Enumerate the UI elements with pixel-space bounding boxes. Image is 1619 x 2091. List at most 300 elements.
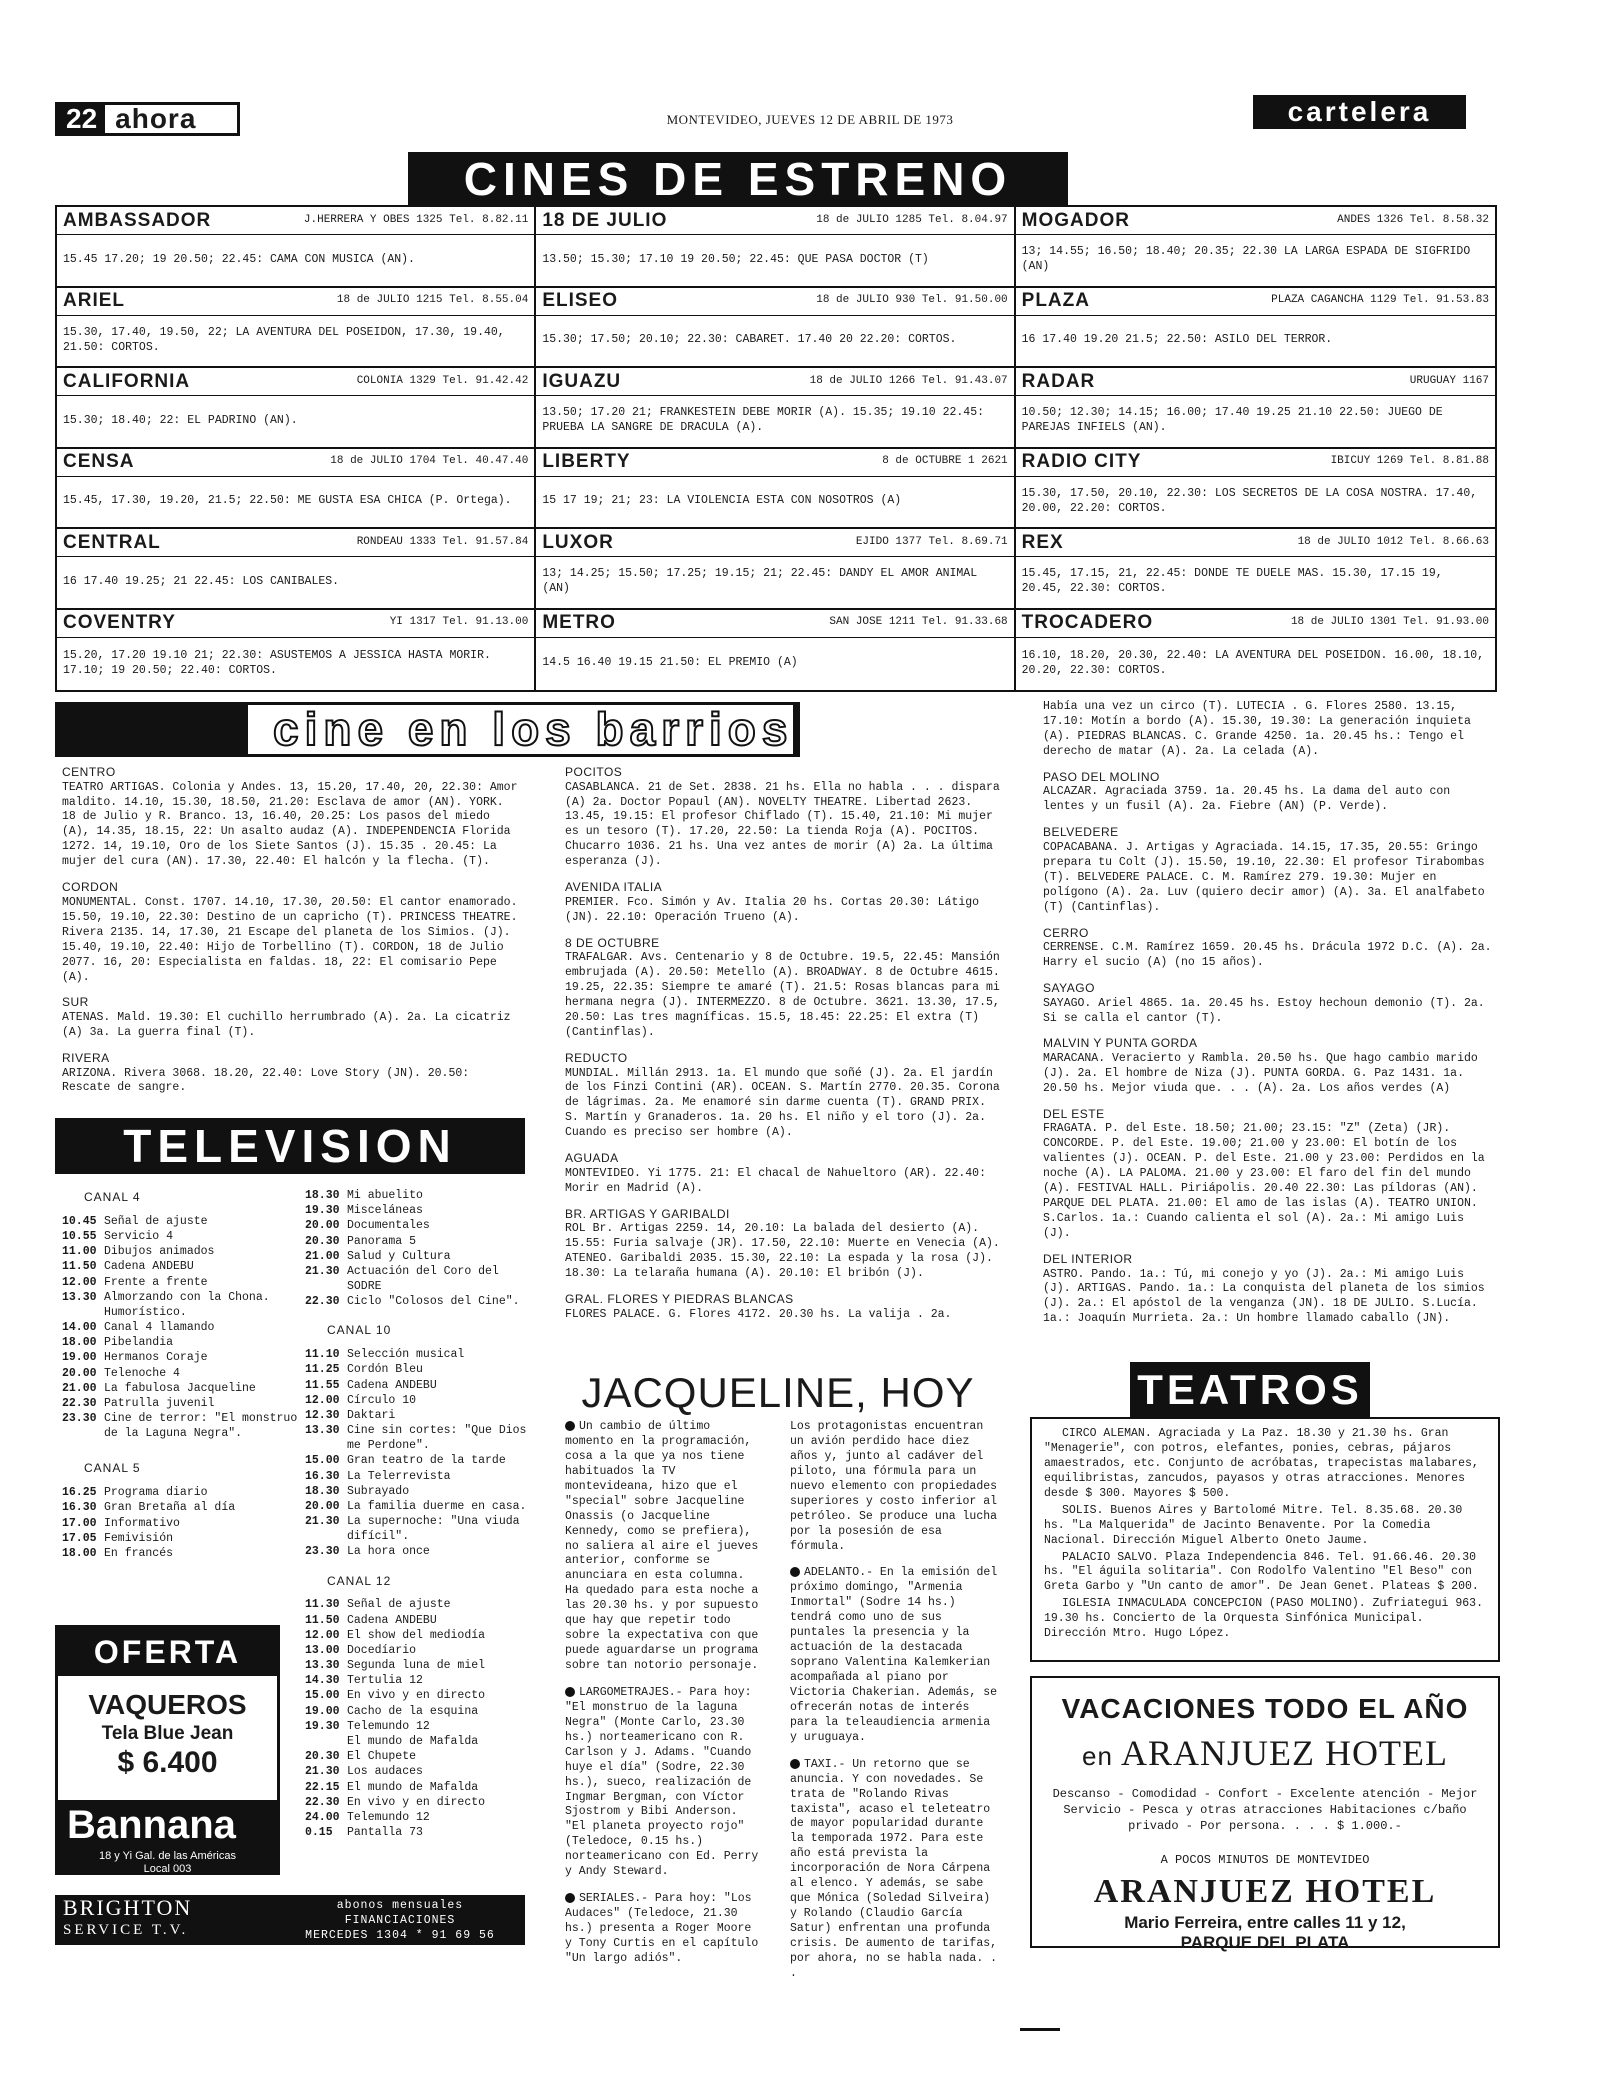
tv-time: 13.30 (62, 1290, 97, 1304)
tv-title: El mundo de Mafalda (347, 1734, 479, 1748)
tv-title: Daktari (347, 1408, 396, 1422)
tv-time: 11.10 (305, 1348, 340, 1362)
cinema-header (57, 610, 534, 638)
cinema-name: AMBASSADOR (63, 209, 212, 231)
tv-program (62, 1335, 302, 1350)
tv-program (62, 1275, 302, 1290)
barrios-column-3 (1043, 700, 1498, 1327)
barrio-heading: AVENIDA ITALIA (565, 880, 663, 895)
tv-time: 16.25 (62, 1486, 97, 1500)
cinema-listing (1016, 610, 1495, 691)
cinema-header (57, 529, 534, 557)
tv-time: 20.00 (305, 1219, 340, 1233)
tv-time: 11.50 (305, 1613, 340, 1627)
tv-program (62, 1290, 302, 1320)
cinema-address: ANDES 1326 Tel. 8.58.32 (1337, 213, 1489, 226)
cinema-name: COVENTRY (63, 612, 176, 634)
tv-title: Círculo 10 (347, 1393, 417, 1407)
oferta-title: OFERTA (58, 1628, 277, 1676)
tv-time: 16.30 (305, 1469, 340, 1483)
barrio-section (62, 880, 520, 985)
oferta-product: VAQUEROS (88, 1689, 247, 1720)
barrio-listing: PREMIER. Fco. Simón y Av. Italia 20 hs. Cortas 20.30: Látigo (JN). 22.10: Operación Trueno (A). (565, 895, 980, 924)
barrio-heading: 8 DE OCTUBRE (565, 935, 660, 950)
hotel-name: ARANJUEZ HOTEL (1120, 1733, 1448, 1774)
barrios-column-2 (565, 765, 1002, 1323)
tv-program (305, 1795, 527, 1810)
tv-program (62, 1516, 302, 1531)
cinema-schedule: 15.30, 17.50, 20.10, 22.30: LOS SECRETOS DE LA COSA NOSTRA. 17.40, 20.00, 22.20: CORTOS. (1021, 486, 1478, 515)
tv-program (62, 1229, 302, 1244)
barrio-section (565, 936, 1002, 1041)
heading-block (793, 705, 797, 754)
cinema-listing (536, 610, 1015, 691)
tv-program (305, 1347, 527, 1362)
cinema-address: 18 de JULIO 1012 Tel. 8.66.63 (1297, 535, 1489, 548)
cinema-header (536, 449, 1013, 477)
cinema-listing (1016, 288, 1495, 369)
tv-time: 24.00 (305, 1810, 340, 1824)
brighton-ad (55, 1895, 525, 1945)
cinema-schedule: 16.10, 18.20, 20.30, 22.40: LA AVENTURA DEL POSEIDON. 16.00, 18.10, 20.20, 22.30: CORTOS. (1021, 648, 1485, 677)
cinema-header (1016, 207, 1495, 235)
cinema-grid (55, 205, 1497, 692)
hotel-amenities: Descanso - Comodidad - Confort - Excelente atención - Mejor Servicio - Pesca y otras atracciones Habitaciones c/baño privado - Por persona. . . . $ 1.000.- (1052, 1787, 1478, 1834)
television-heading: TELEVISION (55, 1118, 525, 1174)
cinema-address: SAN JOSE 1211 Tel. 91.33.68 (829, 616, 1008, 629)
cinema-schedule: 15.30; 17.50; 20.10; 22.30: CABARET. 17.40 20 22.20: CORTOS. (542, 333, 957, 347)
tv-title: El Chupete (347, 1750, 417, 1764)
bullet-icon (565, 1687, 575, 1697)
tv-title: Gran Bretaña al día (104, 1501, 236, 1515)
barrio-listing: TEATRO ARTIGAS. Colonia y Andes. 13, 15.20, 17.40, 20, 22.30: Amor maldito. 14.10, 15.30, 18.50, 21.20: Esclava de amor (AN). YORK. 18 de Julio y R. Branco. 13, 16.40, 20.25: Los pasos del miedo (A), 14.35, 18.15, 22: Un asalto audaz (A). INDEPENDENCIA Florida 1272. 14, 19.10, Oro de los Siete Santos (J). 15.35 . 20.45: La mujer del cura (AN). 17.30, 22.40: El halcón y la flecha. (T). (62, 780, 518, 869)
bullet-icon (565, 1421, 575, 1431)
tv-program (305, 1597, 527, 1612)
tv-program (305, 1613, 527, 1628)
barrio-section (565, 1207, 1002, 1282)
canal4-list (62, 1214, 302, 1442)
barrio-heading: REDUCTO (565, 1050, 628, 1065)
cinema-listing (536, 449, 1015, 530)
tv-title: Segunda luna de miel (347, 1659, 486, 1673)
tv-program (305, 1378, 527, 1393)
tv-program (305, 1544, 527, 1559)
tv-time: 19.30 (305, 1719, 340, 1733)
cinema-header (536, 288, 1013, 316)
tv-title: Subrayado (347, 1484, 410, 1498)
footer-rule (1020, 2028, 1060, 2031)
tv-title: El show del mediodía (347, 1628, 486, 1642)
hotel-place: PARQUE DEL PLATA (1180, 1933, 1350, 1953)
cinema-name: RADIO CITY (1021, 451, 1142, 473)
cinema-header (57, 288, 534, 316)
barrio-listing: Había una vez un circo (T). LUTECIA . G. Flores 2580. 13.15, 17.10: Motín a bordo (A). 15.30, 19.30: La generación inquieta (A). PIEDRAS BLANCAS. C. Grande 4250. 1a. 20.45 hs.: Tengo el derecho de matar (A). 2a. La celada (A). (1043, 700, 1471, 758)
channel-label: CANAL 12 (327, 1573, 392, 1588)
cinema-header (1016, 368, 1495, 396)
cinema-header (57, 368, 534, 396)
tv-program (62, 1366, 302, 1381)
tv-title: Misceláneas (347, 1204, 423, 1218)
publication-name: ahora (115, 102, 197, 134)
barrio-heading: POCITOS (565, 765, 623, 779)
cinema-name: MOGADOR (1021, 209, 1130, 231)
tv-program (305, 1628, 527, 1643)
tv-program (62, 1259, 302, 1274)
cinema-name: IGUAZU (542, 370, 622, 392)
barrio-listing: SAYAGO. Ariel 4865. 1a. 20.45 hs. Estoy hechoun demonio (T). 2a. Si se calla el cantor (T). (1043, 996, 1485, 1025)
barrio-section (1043, 1036, 1498, 1096)
cinema-address: 18 de JULIO 1704 Tel. 40.47.40 (330, 455, 529, 468)
tv-column-2 (305, 1188, 527, 1840)
hotel-name-line (1032, 1732, 1498, 1776)
tv-title: Programa diario (104, 1486, 208, 1500)
barrios-column-1 (62, 765, 520, 1096)
jacqueline-taxi: TAXI.- Un retorno que se anuncia. Y con novedades. Se trata de "Rolando Rivas taxista", acaso el teleteatro de mayor popularidad durante la temporada 1972. Para este año está prevista la incorporación de Nora Cárpena al elenco. Y además, se sabe que Mónica (Soledad Silveira) y Rolando (Claudio García Satur) enfrentan una profunda crisis. De aumento de tarifas, por ahora, no se habla nada. . . (790, 1757, 998, 1980)
tv-title: La Telerrevista (347, 1469, 451, 1483)
tv-time: 20.30 (305, 1750, 340, 1764)
barrio-section (1043, 926, 1498, 971)
teatros-heading: TEATROS (1130, 1362, 1370, 1417)
tv-title: Señal de ajuste (104, 1214, 208, 1228)
cinema-listing (536, 288, 1015, 369)
barrio-section (62, 1051, 520, 1096)
cinema-listing (57, 368, 536, 449)
page-number: 22 (58, 105, 105, 133)
tv-time: 15.00 (305, 1454, 340, 1468)
cinema-header (1016, 610, 1495, 638)
tv-time: 18.00 (62, 1546, 97, 1560)
oferta-material: Tela Blue Jean (101, 1723, 234, 1745)
cinema-name: LIBERTY (542, 451, 631, 473)
barrio-heading: DEL INTERIOR (1043, 1251, 1133, 1266)
cinema-header (1016, 529, 1495, 557)
tv-title: La supernoche: "Una viuda difícil". (347, 1515, 520, 1544)
tv-program (305, 1453, 527, 1468)
bannana-brand: Bannana (67, 1803, 236, 1847)
barrio-heading: CENTRO (62, 765, 116, 779)
barrio-listing: COPACABANA. J. Artigas y Agraciada. 14.15, 17.35, 20.55: Gringo prepara tu Colt (J). 15.50, 19.10, 22.30: El profesor Tirabombas (T). BELVEDERE PALACE. C. M. Ramírez 279. 19.30: Mujer en polígono (A). 2a. Luv (quiero decir amor) (A). 3a. El analfabeto (T) (Cantinflas). (1043, 840, 1485, 914)
tv-time: 11.50 (62, 1260, 97, 1274)
tv-program (62, 1546, 302, 1561)
tv-time: 13.30 (305, 1424, 340, 1438)
tv-time: 19.00 (62, 1351, 97, 1365)
tv-program (305, 1810, 527, 1825)
cinema-address: RONDEAU 1333 Tel. 91.57.84 (356, 535, 529, 548)
tv-program (305, 1514, 527, 1544)
barrio-heading: SUR (62, 995, 89, 1010)
tv-time: 22.30 (305, 1795, 340, 1809)
barrio-section (1043, 1107, 1498, 1242)
tv-program (305, 1734, 527, 1749)
barrio-listing: MUNDIAL. Millán 2913. 1a. El mundo que soñé (J). 2a. El jardín de los Finzi Contini (AR). OCEAN. S. Martín 2770. 20.35. Corona de lágrimas. 2a. Me enamoré sin darme cuenta (T). GRAND PRIX. S. Martín y Granaderos. 1a. 20 hs. El niño y el toro (J). 2a. Cuando es preciso ser hombre (A). (565, 1066, 1000, 1140)
canal4-list-continued (305, 1188, 527, 1309)
cines-estreno-heading: CINES DE ESTRENO (408, 152, 1068, 206)
cinema-address: 18 de JULIO 1215 Tel. 8.55.04 (336, 294, 529, 307)
tv-title: Patrulla juvenil (104, 1396, 215, 1410)
barrio-heading: CORDON (62, 880, 119, 895)
tv-title: Pibelandia (104, 1336, 174, 1350)
barrio-section (565, 1051, 1002, 1141)
tv-program (62, 1320, 302, 1335)
cinema-name: METRO (542, 612, 616, 634)
tv-program (305, 1362, 527, 1377)
jacqueline-column-1 (565, 1420, 765, 1979)
barrios-heading-text: cine en los barrios (273, 703, 794, 756)
tv-title: En francés (104, 1546, 174, 1560)
cinema-schedule: 15.20, 17.20 19.10 21; 22.30: ASUSTEMOS A JESSICA HASTA MORIR. 17.10; 19 20.50; 22.40: CORTOS. (63, 648, 491, 677)
tv-program (62, 1411, 302, 1441)
tv-title: En vivo y en directo (347, 1795, 486, 1809)
barrio-listing: MONTEVIDEO. Yi 1775. 21: El chacal de Nahueltoro (AR). 22.40: Morir en Madrid (A). (565, 1166, 986, 1195)
cinema-schedule: 16 17.40 19.25; 21 22.45: LOS CANIBALES. (63, 574, 340, 588)
tv-time: 17.05 (62, 1531, 97, 1545)
cinema-header (1016, 288, 1495, 316)
cinema-schedule: 10.50; 12.30; 14.15; 16.00; 17.40 19.25 21.10 22.50: JUEGO DE PAREJAS INFIELS (AN). (1021, 406, 1443, 435)
cinema-name: REX (1021, 531, 1064, 553)
barrio-section (1043, 1252, 1498, 1327)
tv-program (62, 1244, 302, 1259)
tv-title: Selección musical (347, 1348, 465, 1362)
cinema-schedule: 15.30, 17.40, 19.50, 22; LA AVENTURA DEL POSEIDON, 17.30, 19.40, 21.50: CORTOS. (63, 325, 505, 354)
barrio-listing: FLORES PALACE. G. Flores 4172. 20.30 hs. La valija . 2a. (565, 1307, 952, 1321)
tv-time: 15.00 (305, 1689, 340, 1703)
barrio-listing: CERRENSE. C.M. Ramírez 1659. 20.45 hs. Drácula 1972 D.C. (A). 2a. Harry el sucio (A) (no 15 años). (1043, 941, 1492, 970)
cinema-header (57, 449, 534, 477)
cinema-address: YI 1317 Tel. 91.13.00 (389, 616, 529, 629)
cinema-address: 18 de JULIO 1285 Tel. 8.04.97 (816, 213, 1008, 226)
cinema-header (57, 207, 534, 235)
tv-title: Canal 4 llamando (104, 1321, 215, 1335)
tv-program (305, 1249, 527, 1264)
tv-time: 20.30 (305, 1234, 340, 1248)
cinema-name: ELISEO (542, 290, 619, 312)
heading-block (58, 705, 248, 754)
tv-program (305, 1294, 527, 1309)
tv-program (62, 1350, 302, 1365)
tv-program (305, 1484, 527, 1499)
tv-program (305, 1203, 527, 1218)
tv-program (305, 1234, 527, 1249)
brighton-line2: FINANCIACIONES (344, 1914, 456, 1927)
tv-time: 21.00 (305, 1249, 340, 1263)
tv-title: Cadena ANDEBU (104, 1260, 194, 1274)
tv-time: 12.00 (62, 1275, 97, 1289)
tv-time: 18.30 (305, 1484, 340, 1498)
tv-program (305, 1469, 527, 1484)
cinema-schedule: 15.45, 17.30, 19.20, 21.5; 22.50: ME GUSTA ESA CHICA (P. Ortega). (63, 494, 512, 508)
teatro-entry: CIRCO ALEMAN. Agraciada y La Paz. 18.30 y 21.30 hs. Gran "Menagerie", con potros, elefantes, ponies, cebras, pájaros amaestrados, etc. Conjunto de acróbatas, trapecistas malabares, equilibristas, zancudos, payasos y otras atracciones. Menores desde $ 300. Mayores $ 500. (1044, 1427, 1479, 1500)
tv-time: 21.30 (305, 1264, 340, 1278)
tv-title: Documentales (347, 1219, 430, 1233)
tv-title: Cadena ANDEBU (347, 1613, 437, 1627)
brighton-line1: abonos mensuales (336, 1899, 464, 1912)
tv-title: Informativo (104, 1516, 180, 1530)
tv-time: 16.30 (62, 1501, 97, 1515)
tv-title: Cadena ANDEBU (347, 1378, 437, 1392)
cinema-header (1016, 449, 1495, 477)
tv-title: Cine de terror: "El monstruo de la Laguna Negra". (104, 1412, 298, 1441)
tv-time: 0.15 (305, 1826, 333, 1840)
bullet-icon (565, 1893, 575, 1903)
cinema-listing (57, 288, 536, 369)
jacqueline-column-2 (790, 1420, 1002, 1994)
tv-time: 12.00 (305, 1393, 340, 1407)
tv-title: Pantalla 73 (347, 1826, 423, 1840)
barrio-heading: BR. ARTIGAS Y GARIBALDI (565, 1206, 730, 1221)
tv-program (62, 1214, 302, 1229)
cinema-name: PLAZA (1021, 290, 1090, 312)
bannana-ad (55, 1800, 280, 1875)
bannana-address: 18 y Yi Gal. de las Américas (99, 1850, 236, 1862)
tv-time: 22.15 (305, 1780, 340, 1794)
cinema-header (536, 529, 1013, 557)
tv-time: 14.30 (305, 1674, 340, 1688)
page-number-box (55, 102, 240, 136)
tv-program (305, 1188, 527, 1203)
cinema-schedule: 13.50; 17.20 21; FRANKESTEIN DEBE MORIR (A). 15.35; 19.10 22.45: PRUEBA LA SANGRE DE DRACULA (A). (542, 406, 984, 435)
tv-time: 21.00 (62, 1381, 97, 1395)
tv-time: 18.00 (62, 1336, 97, 1350)
tv-title: La familia duerme en casa. (347, 1499, 527, 1513)
tv-time: 17.00 (62, 1516, 97, 1530)
cinema-name: ARIEL (63, 290, 125, 312)
cinema-header (536, 368, 1013, 396)
cinema-listing (536, 207, 1015, 288)
tv-program (62, 1396, 302, 1411)
cinema-listing (536, 529, 1015, 610)
tv-program (305, 1499, 527, 1514)
cinema-schedule: 13; 14.25; 15.50; 17.25; 19.15; 21; 22.45: DANDY EL AMOR ANIMAL (AN) (542, 567, 978, 596)
barrio-listing: ROL Br. Artigas 2259. 14, 20.10: La balada del desierto (A). 15.55: Furia salvaje (JR). 17.50, 22.10: Muerte en Venecia (A). ATENEO. Garibaldi 2035. 15.30, 22.10: La espada y la rosa (J). 18.30: La telaraña humana (A). 20.10: El bribón (J). (565, 1222, 1000, 1281)
hotel-ad (1030, 1676, 1500, 1953)
tv-time: 21.30 (305, 1515, 340, 1529)
tv-title: Hermanos Coraje (104, 1351, 208, 1365)
cinema-listing (1016, 368, 1495, 449)
cinema-name: 18 DE JULIO (542, 209, 668, 231)
jacqueline-seriales: SERIALES.- Para hoy: "Los Audaces" (Teledoce, 21.30 hs.) presenta a Roger Moore y Tony Curtis en el capítulo "Un largo adiós". (565, 1892, 759, 1965)
canal12-list (305, 1597, 527, 1840)
tv-title: Salud y Cultura (347, 1249, 451, 1263)
cinema-schedule: 13; 14.55; 16.50; 18.40; 20.35; 22.30 LA LARGA ESPADA DE SIGFRIDO (AN) (1021, 245, 1471, 274)
bullet-icon (790, 1759, 800, 1769)
tv-time: 12.30 (305, 1408, 340, 1422)
canal10-list (305, 1347, 527, 1559)
tv-program (305, 1218, 527, 1233)
barrio-heading: PASO DEL MOLINO (1043, 769, 1160, 784)
cinema-address: URUGUAY 1167 (1409, 374, 1489, 387)
tv-title: Servicio 4 (104, 1230, 174, 1243)
tv-title: Mi abuelito (347, 1189, 423, 1202)
tv-time: 19.30 (305, 1204, 340, 1218)
cinema-address: IBICUY 1269 Tel. 8.81.88 (1330, 455, 1489, 468)
tv-program (62, 1531, 302, 1546)
tv-time: 11.00 (62, 1245, 97, 1259)
brighton-line3: MERCEDES 1304 * 91 69 56 (305, 1929, 495, 1942)
barrio-heading: MALVIN Y PUNTA GORDA (1043, 1036, 1198, 1051)
teatro-entry: PALACIO SALVO. Plaza Independencia 846. Tel. 91.66.46. 20.30 hs. "El águila solitaria". Con Rodolfo Valentino "El Beso" con Greta Garbo y "Un canto de amor". De Jean Genet. Plateas $ 200. (1044, 1550, 1479, 1594)
tv-title: Telemundo 12 (347, 1810, 430, 1824)
barrio-heading: CERRO (1043, 925, 1089, 940)
tv-time: 22.30 (305, 1295, 340, 1309)
tv-program (305, 1658, 527, 1673)
cinema-header (536, 610, 1013, 638)
barrio-section (565, 1292, 1002, 1323)
jacqueline-adelanto: ADELANTO.- En la emisión del próximo domingo, "Armenia Inmortal" (Sodre 14 hs.) tendrá como uno de sus puntales la presencia y la actuación de la destacada soprano Valentina Kalemkerian acompañada al piano por Victoria Chakerian. Además, se ofrecerán notas de interés para la teleaudiencia armenia y uruguaya. (790, 1566, 998, 1744)
teatro-entry: IGLESIA INMACULADA CONCEPCION (PASO MOLINO). Zufriategui 963. 19.30 hs. Concierto de la Orquesta Sinfónica Municipal. Dirección Mtro. Hugo López. (1044, 1597, 1483, 1641)
jacqueline-seriales-cont: Los protagonistas encuentran un avión perdido hace diez años y, junto al cadáver del piloto, una fórmula para un nuevo elemento con propiedades superiores y costo inferior al petróleo. Se produce una lucha por la posesión de esa fórmula. (790, 1420, 998, 1553)
tv-title: Docedíario (347, 1643, 417, 1657)
tv-title: Cordón Bleu (347, 1363, 423, 1377)
tv-title: Cine sin cortes: "Que Dios me Perdone". (347, 1424, 527, 1453)
tv-program (305, 1423, 527, 1453)
teatro-entry: SOLIS. Buenos Aires y Bartolomé Mitre. Tel. 8.35.68. 20.30 hs. "La Malquerida" de Jacinto Benavente. Por la Comedia Nacional. Dirección Miguel Alberto Oneto Jaume. (1044, 1503, 1463, 1547)
bullet-icon (790, 1567, 800, 1577)
tv-title: Actuación del Coro del SODRE (347, 1264, 499, 1294)
tv-title: La hora once (347, 1545, 430, 1559)
tv-time: 11.55 (305, 1378, 340, 1392)
barrio-listing: CASABLANCA. 21 de Set. 2838. 21 hs. Ella no habla . . . dispara (A) 2a. Doctor Popaul (AN). NOVELTY THEATRE. Libertad 2623. 13.45, 19.15: El profesor Chiflado (T). 15.40, 21.10: Mi mujer es un tesoro (T). 17.20, 22.50: La tienda Roja (A). POCITOS. Chucarro 1036. 21 hs. Una vez antes de morir (A) 2a. La última esperanza (J). (565, 780, 1000, 869)
cinema-address: EJIDO 1377 Tel. 8.69.71 (855, 535, 1008, 548)
barrio-section (1043, 700, 1498, 760)
cinema-listing (1016, 449, 1495, 530)
barrio-heading: DEL ESTE (1043, 1106, 1105, 1121)
barrio-section (565, 765, 1002, 870)
tv-program (305, 1749, 527, 1764)
cinema-listing (57, 610, 536, 691)
tv-title: Señal de ajuste (347, 1598, 451, 1612)
bannana-local: Local 003 (143, 1863, 192, 1876)
canal5-list (62, 1485, 302, 1561)
cinema-schedule: 15.45, 17.15, 21, 22.45: DONDE TE DUELE MAS. 15.30, 17.15 19, 20.45, 22.30: CORTOS. (1021, 567, 1443, 596)
cinema-name: RADAR (1021, 370, 1096, 392)
tv-title: Ciclo "Colosos del Cine". (347, 1295, 520, 1309)
cinema-schedule: 14.5 16.40 19.15 21.50: EL PREMIO (A) (542, 656, 798, 670)
cinema-listing (1016, 529, 1495, 610)
barrio-heading: SAYAGO (1043, 980, 1095, 995)
tv-time: 11.30 (305, 1598, 340, 1612)
cinema-listing (536, 368, 1015, 449)
cinema-schedule: 15.45 17.20; 19 20.50; 22.45: CAMA CON MUSICA (AN). (63, 252, 415, 266)
cinema-listing (57, 449, 536, 530)
cinema-address: 18 de JULIO 1301 Tel. 91.93.00 (1290, 616, 1489, 629)
dateline: MONTEVIDEO, JUEVES 12 DE ABRIL DE 1973 (666, 112, 954, 127)
barrio-listing: FRAGATA. P. del Este. 18.50; 21.00; 23.15: "Z" (Zeta) (JR). CONCORDE. P. del Este. 19.00; 21.00 y 23.00: El botín de los valientes (J). OCEAN. P. del Este. 21.00 y 23.00: Perdidos en la noche (A). LA PALOMA. 21.00 y 23.00: El faro del fin del mundo (A). FESTIVAL HALL. Piriápolis. 20.40 22.30: Las píldoras (AN). PARQUE DEL PLATA. 21.00: El amo de las islas (A). TEATRO UNION. S.Carlos. 1a.: Cuando calienta el sol (A). 2a.: Mi amigo Luis (J). (1043, 1122, 1485, 1240)
brighton-details (275, 1895, 525, 1945)
cinema-address: PLAZA CAGANCHA 1129 Tel. 91.53.83 (1271, 294, 1489, 307)
barrio-section (62, 765, 520, 870)
barrio-section (1043, 981, 1498, 1026)
oferta-price: $ 6.400 (117, 1746, 218, 1780)
barrio-heading: BELVEDERE (1043, 825, 1119, 840)
tv-program (305, 1780, 527, 1795)
tv-title: Gran teatro de la tarde (347, 1454, 506, 1468)
brighton-name-line1: BRIGHTON (63, 1895, 193, 1920)
tv-program (305, 1825, 527, 1840)
hotel-distance: A POCOS MINUTOS DE MONTEVIDEO (1160, 1852, 1370, 1867)
cinema-address: J.HERRERA Y OBES 1325 Tel. 8.82.11 (303, 213, 529, 226)
barrio-heading: AGUADA (565, 1151, 619, 1166)
cinema-address: 8 de OCTUBRE 1 2621 (882, 455, 1008, 468)
brighton-name (55, 1895, 275, 1945)
tv-time: 11.25 (305, 1363, 340, 1377)
tv-time: 14.00 (62, 1321, 97, 1335)
tv-program (305, 1719, 527, 1734)
tv-program (62, 1485, 302, 1500)
tv-time: 20.00 (62, 1366, 97, 1380)
cinema-address: COLONIA 1329 Tel. 91.42.42 (356, 374, 529, 387)
jacqueline-intro: Un cambio de último momento en la programación, cosa a la que ya nos tiene habituados la TV montevideana, hizo que el "special" sobre Jacqueline Onassis (o Jacqueline Kennedy, como se prefiera), no saliera al aire el jueves anterior, conforme se anunciara en esta columna. Ha quedado para esta noche a las 20.30 hs. y por supuesto que hay que repetir todo sobre la expectativa con que puede aguardarse un programa sobre tan notorio personaje. (565, 1420, 759, 1672)
tv-title: Femivisión (104, 1531, 174, 1545)
